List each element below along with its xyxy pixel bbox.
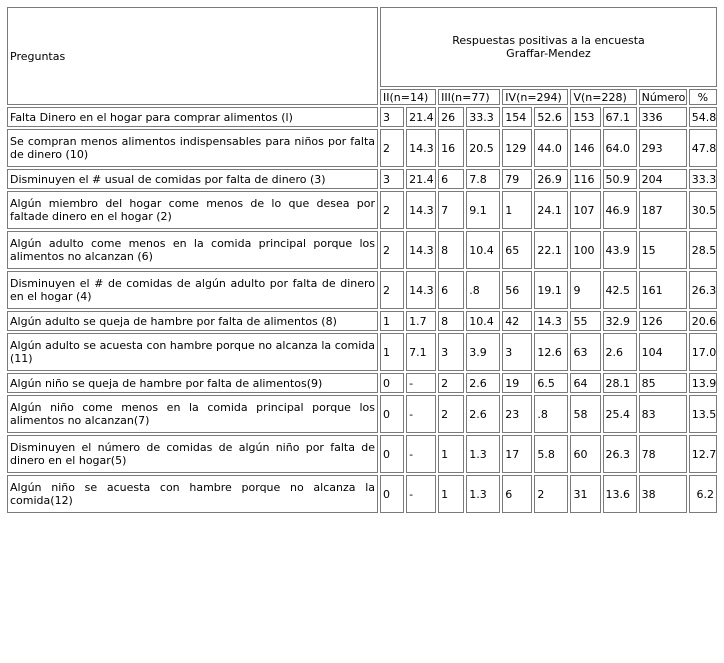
- cell-ii-pct: 21.4: [406, 169, 436, 189]
- cell-numero: 85: [639, 373, 687, 393]
- cell-iv-pct: 52.6: [534, 107, 568, 127]
- cell-numero: 104: [639, 333, 687, 371]
- cell-iv-n: 79: [502, 169, 532, 189]
- survey-table-container: [5, 5, 719, 515]
- cell-iv-n: 129: [502, 129, 532, 167]
- table-row: [7, 373, 717, 393]
- cell-ii-n: 1: [380, 311, 404, 331]
- question-cell: Disminuyen el # de comidas de algún adulto por falta de dinero en el hogar (4): [7, 271, 378, 309]
- cell-v-pct: 32.9: [603, 311, 637, 331]
- cell-percent: 30.5: [689, 191, 717, 229]
- cell-ii-pct: 1.7: [406, 311, 436, 331]
- header-respuestas-line2: Graffar-Mendez: [506, 47, 591, 60]
- cell-iii-n: 2: [438, 395, 464, 433]
- cell-iii-n: 8: [438, 231, 464, 269]
- cell-numero: 78: [639, 435, 687, 473]
- cell-ii-n: 2: [380, 271, 404, 309]
- cell-percent: 12.7: [689, 435, 717, 473]
- cell-v-pct: 50.9: [603, 169, 637, 189]
- question-cell: Disminuyen el número de comidas de algún niño por falta de dinero en el hogar(5): [7, 435, 378, 473]
- cell-iv-n: 42: [502, 311, 532, 331]
- table-row: [7, 271, 717, 309]
- cell-iv-pct: 14.3: [534, 311, 568, 331]
- cell-ii-n: 3: [380, 107, 404, 127]
- cell-iii-pct: 7.8: [466, 169, 500, 189]
- cell-iii-pct: 1.3: [466, 475, 500, 513]
- cell-percent: 26.3: [689, 271, 717, 309]
- cell-percent: 54.8: [689, 107, 717, 127]
- cell-ii-pct: -: [406, 475, 436, 513]
- survey-table: [5, 5, 719, 515]
- cell-v-n: 146: [570, 129, 600, 167]
- cell-ii-pct: 14.3: [406, 271, 436, 309]
- cell-v-n: 9: [570, 271, 600, 309]
- question-cell: Algún adulto se acuesta con hambre porque no alcanza la comida (11): [7, 333, 378, 371]
- table-row: [7, 475, 717, 513]
- cell-iv-pct: 12.6: [534, 333, 568, 371]
- cell-numero: 161: [639, 271, 687, 309]
- table-row: [7, 311, 717, 331]
- cell-iii-n: 8: [438, 311, 464, 331]
- cell-percent: 20.6: [689, 311, 717, 331]
- cell-iii-n: 6: [438, 271, 464, 309]
- header-numero: Número: [639, 89, 687, 105]
- cell-iii-n: 7: [438, 191, 464, 229]
- cell-iv-n: 3: [502, 333, 532, 371]
- cell-ii-n: 0: [380, 475, 404, 513]
- cell-v-n: 100: [570, 231, 600, 269]
- header-group-iv: IV(n=294): [502, 89, 568, 105]
- cell-ii-pct: -: [406, 395, 436, 433]
- table-row: [7, 191, 717, 229]
- cell-ii-n: 0: [380, 435, 404, 473]
- cell-iv-pct: 5.8: [534, 435, 568, 473]
- cell-v-pct: 26.3: [603, 435, 637, 473]
- cell-iii-pct: 33.3: [466, 107, 500, 127]
- cell-ii-n: 3: [380, 169, 404, 189]
- cell-iv-n: 56: [502, 271, 532, 309]
- question-cell: Algún miembro del hogar come menos de lo que desea por faltade dinero en el hogar (2): [7, 191, 378, 229]
- cell-iv-n: 6: [502, 475, 532, 513]
- cell-percent: 6.2: [689, 475, 717, 513]
- cell-v-pct: 64.0: [603, 129, 637, 167]
- cell-v-pct: 28.1: [603, 373, 637, 393]
- header-preguntas: Preguntas: [7, 7, 378, 105]
- cell-ii-pct: -: [406, 373, 436, 393]
- cell-percent: 28.5: [689, 231, 717, 269]
- table-row: [7, 129, 717, 167]
- cell-iii-n: 2: [438, 373, 464, 393]
- cell-iii-pct: .8: [466, 271, 500, 309]
- cell-iv-pct: 44.0: [534, 129, 568, 167]
- cell-v-pct: 46.9: [603, 191, 637, 229]
- table-row: [7, 107, 717, 127]
- cell-iv-pct: 22.1: [534, 231, 568, 269]
- table-body: [7, 107, 717, 513]
- cell-v-pct: 43.9: [603, 231, 637, 269]
- cell-iii-pct: 1.3: [466, 435, 500, 473]
- cell-iii-pct: 10.4: [466, 311, 500, 331]
- question-cell: Algún niño se queja de hambre por falta de alimentos(9): [7, 373, 378, 393]
- cell-ii-n: 2: [380, 191, 404, 229]
- question-cell: Algún niño se acuesta con hambre porque no alcanza la comida(12): [7, 475, 378, 513]
- table-row: [7, 333, 717, 371]
- cell-ii-pct: 7.1: [406, 333, 436, 371]
- header-group-v: V(n=228): [570, 89, 636, 105]
- cell-numero: 204: [639, 169, 687, 189]
- table-row: [7, 231, 717, 269]
- cell-iii-n: 3: [438, 333, 464, 371]
- cell-v-pct: 67.1: [603, 107, 637, 127]
- question-cell: Disminuyen el # usual de comidas por falta de dinero (3): [7, 169, 378, 189]
- cell-iii-n: 26: [438, 107, 464, 127]
- cell-v-n: 60: [570, 435, 600, 473]
- cell-numero: 126: [639, 311, 687, 331]
- cell-ii-n: 2: [380, 129, 404, 167]
- cell-iii-n: 1: [438, 435, 464, 473]
- cell-iv-pct: .8: [534, 395, 568, 433]
- cell-percent: 13.9: [689, 373, 717, 393]
- cell-percent: 47.8: [689, 129, 717, 167]
- cell-iv-n: 19: [502, 373, 532, 393]
- cell-iv-pct: 26.9: [534, 169, 568, 189]
- table-row: [7, 169, 717, 189]
- cell-iv-pct: 6.5: [534, 373, 568, 393]
- table-row: [7, 395, 717, 433]
- cell-numero: 336: [639, 107, 687, 127]
- cell-iii-pct: 3.9: [466, 333, 500, 371]
- cell-iii-n: 6: [438, 169, 464, 189]
- cell-iii-n: 1: [438, 475, 464, 513]
- cell-percent: 17.0: [689, 333, 717, 371]
- question-cell: Algún adulto se queja de hambre por falta de alimentos (8): [7, 311, 378, 331]
- cell-percent: 33.3: [689, 169, 717, 189]
- cell-ii-pct: 14.3: [406, 129, 436, 167]
- cell-numero: 293: [639, 129, 687, 167]
- cell-ii-n: 2: [380, 231, 404, 269]
- cell-v-n: 58: [570, 395, 600, 433]
- cell-v-pct: 42.5: [603, 271, 637, 309]
- cell-v-n: 107: [570, 191, 600, 229]
- question-cell: Se compran menos alimentos indispensables para niños por falta de dinero (10): [7, 129, 378, 167]
- question-cell: Algún niño come menos en la comida principal porque los alimentos no alcanzan(7): [7, 395, 378, 433]
- cell-ii-n: 1: [380, 333, 404, 371]
- cell-iii-pct: 2.6: [466, 373, 500, 393]
- cell-iii-pct: 10.4: [466, 231, 500, 269]
- question-cell: Falta Dinero en el hogar para comprar alimentos (l): [7, 107, 378, 127]
- header-respuestas-line1: Respuestas positivas a la encuesta: [452, 34, 645, 47]
- cell-iii-pct: 2.6: [466, 395, 500, 433]
- cell-v-n: 153: [570, 107, 600, 127]
- cell-percent: 13.5: [689, 395, 717, 433]
- cell-numero: 15: [639, 231, 687, 269]
- cell-iv-n: 65: [502, 231, 532, 269]
- cell-iv-n: 17: [502, 435, 532, 473]
- cell-iv-pct: 24.1: [534, 191, 568, 229]
- header-percent: %: [689, 89, 717, 105]
- cell-ii-pct: 14.3: [406, 191, 436, 229]
- cell-iii-pct: 9.1: [466, 191, 500, 229]
- cell-v-pct: 13.6: [603, 475, 637, 513]
- cell-ii-pct: 21.4: [406, 107, 436, 127]
- cell-numero: 38: [639, 475, 687, 513]
- cell-v-n: 55: [570, 311, 600, 331]
- cell-v-n: 64: [570, 373, 600, 393]
- header-group-iii: III(n=77): [438, 89, 500, 105]
- cell-iv-n: 154: [502, 107, 532, 127]
- header-group-ii: II(n=14): [380, 89, 436, 105]
- cell-v-n: 31: [570, 475, 600, 513]
- cell-iv-pct: 2: [534, 475, 568, 513]
- table-row: [7, 435, 717, 473]
- cell-ii-pct: 14.3: [406, 231, 436, 269]
- cell-iv-pct: 19.1: [534, 271, 568, 309]
- cell-iii-n: 16: [438, 129, 464, 167]
- question-cell: Algún adulto come menos en la comida principal porque los alimentos no alcanzan (6): [7, 231, 378, 269]
- cell-ii-n: 0: [380, 395, 404, 433]
- cell-numero: 83: [639, 395, 687, 433]
- cell-iii-pct: 20.5: [466, 129, 500, 167]
- cell-ii-n: 0: [380, 373, 404, 393]
- cell-iv-n: 1: [502, 191, 532, 229]
- cell-v-n: 116: [570, 169, 600, 189]
- cell-ii-pct: -: [406, 435, 436, 473]
- cell-v-pct: 2.6: [603, 333, 637, 371]
- cell-numero: 187: [639, 191, 687, 229]
- header-respuestas: [380, 7, 717, 87]
- cell-iv-n: 23: [502, 395, 532, 433]
- cell-v-pct: 25.4: [603, 395, 637, 433]
- cell-v-n: 63: [570, 333, 600, 371]
